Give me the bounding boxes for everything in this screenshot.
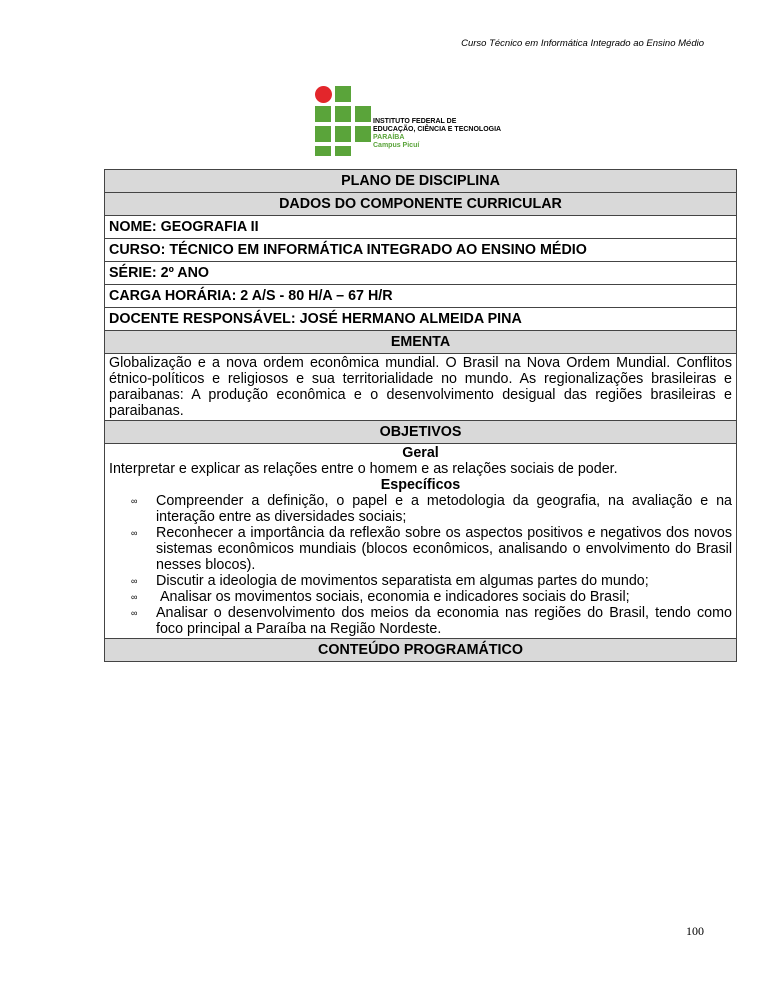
infinity-bullet-icon: ∞ (131, 592, 138, 602)
list-item: ∞ Reconhecer a importância da reflexão sobre os aspectos positivos e negativos dos novos sistemas econômicos mundiais (blocos econômicos, analisando o envolvimento do Brasil nesses blocos). (131, 525, 732, 573)
ementa-text: Globalização e a nova ordem econômica mundial. O Brasil na Nova Ordem Mundial. Conflitos étnico-políticos e religiosos e sua territorialidade no mundo. As regionalizações brasileiras e paraibanas: A produção econômica e o desenvolvimento desigual das regiões brasileiras e paraibanas. (105, 354, 737, 421)
list-item: ∞ Analisar os movimentos sociais, economia e indicadores sociais do Brasil; (131, 589, 630, 605)
infinity-bullet-icon: ∞ (131, 528, 138, 538)
infinity-bullet-icon: ∞ (131, 608, 138, 618)
geral-title: Geral (402, 445, 439, 461)
logo-text: INSTITUTO FEDERAL DE EDUCAÇÃO, CIÊNCIA E TECNOLOGIA PARAÍBA Campus Picuí (373, 118, 502, 149)
section-conteudo: CONTEÚDO PROGRAMÁTICO (105, 639, 737, 662)
objetivos-content (105, 444, 737, 639)
running-header: Curso Técnico em Informática Integrado ao Ensino Médio (461, 38, 704, 49)
plano-disciplina-table (104, 169, 737, 662)
plan-title: PLANO DE DISCIPLINA (105, 170, 737, 193)
page-number: 100 (686, 924, 704, 938)
list-item: ∞ Analisar o desenvolvimento dos meios da economia nas regiões do Brasil, tendo como foco principal a Paraíba na Região Nordeste. (131, 605, 732, 637)
field-nome: NOME: GEOGRAFIA II (105, 216, 737, 239)
list-item: ∞ Compreender a definição, o papel e a metodologia da geografia, na avaliação e na interação entre as diversidades sociais; (131, 493, 732, 525)
list-item: ∞ Discutir a ideologia de movimentos separatista em algumas partes do mundo; (131, 573, 649, 589)
especificos-title: Específicos (380, 477, 461, 493)
geral-text: Interpretar e explicar as relações entre o homem e as relações sociais de poder. (109, 461, 618, 477)
ifpb-logo (315, 86, 505, 156)
field-serie: SÉRIE: 2º ANO (105, 262, 737, 285)
infinity-bullet-icon: ∞ (131, 496, 138, 506)
section-ementa: EMENTA (105, 331, 737, 354)
field-carga: CARGA HORÁRIA: 2 A/S - 80 H/A – 67 H/R (105, 285, 737, 308)
section-dados: DADOS DO COMPONENTE CURRICULAR (105, 193, 737, 216)
field-curso: CURSO: TÉCNICO EM INFORMÁTICA INTEGRADO AO ENSINO MÉDIO (105, 239, 737, 262)
section-objetivos: OBJETIVOS (105, 421, 737, 444)
field-docente: DOCENTE RESPONSÁVEL: JOSÉ HERMANO ALMEIDA PINA (105, 308, 737, 331)
logo-red-circle (315, 86, 332, 103)
infinity-bullet-icon: ∞ (131, 576, 138, 586)
especificos-list (109, 493, 732, 637)
